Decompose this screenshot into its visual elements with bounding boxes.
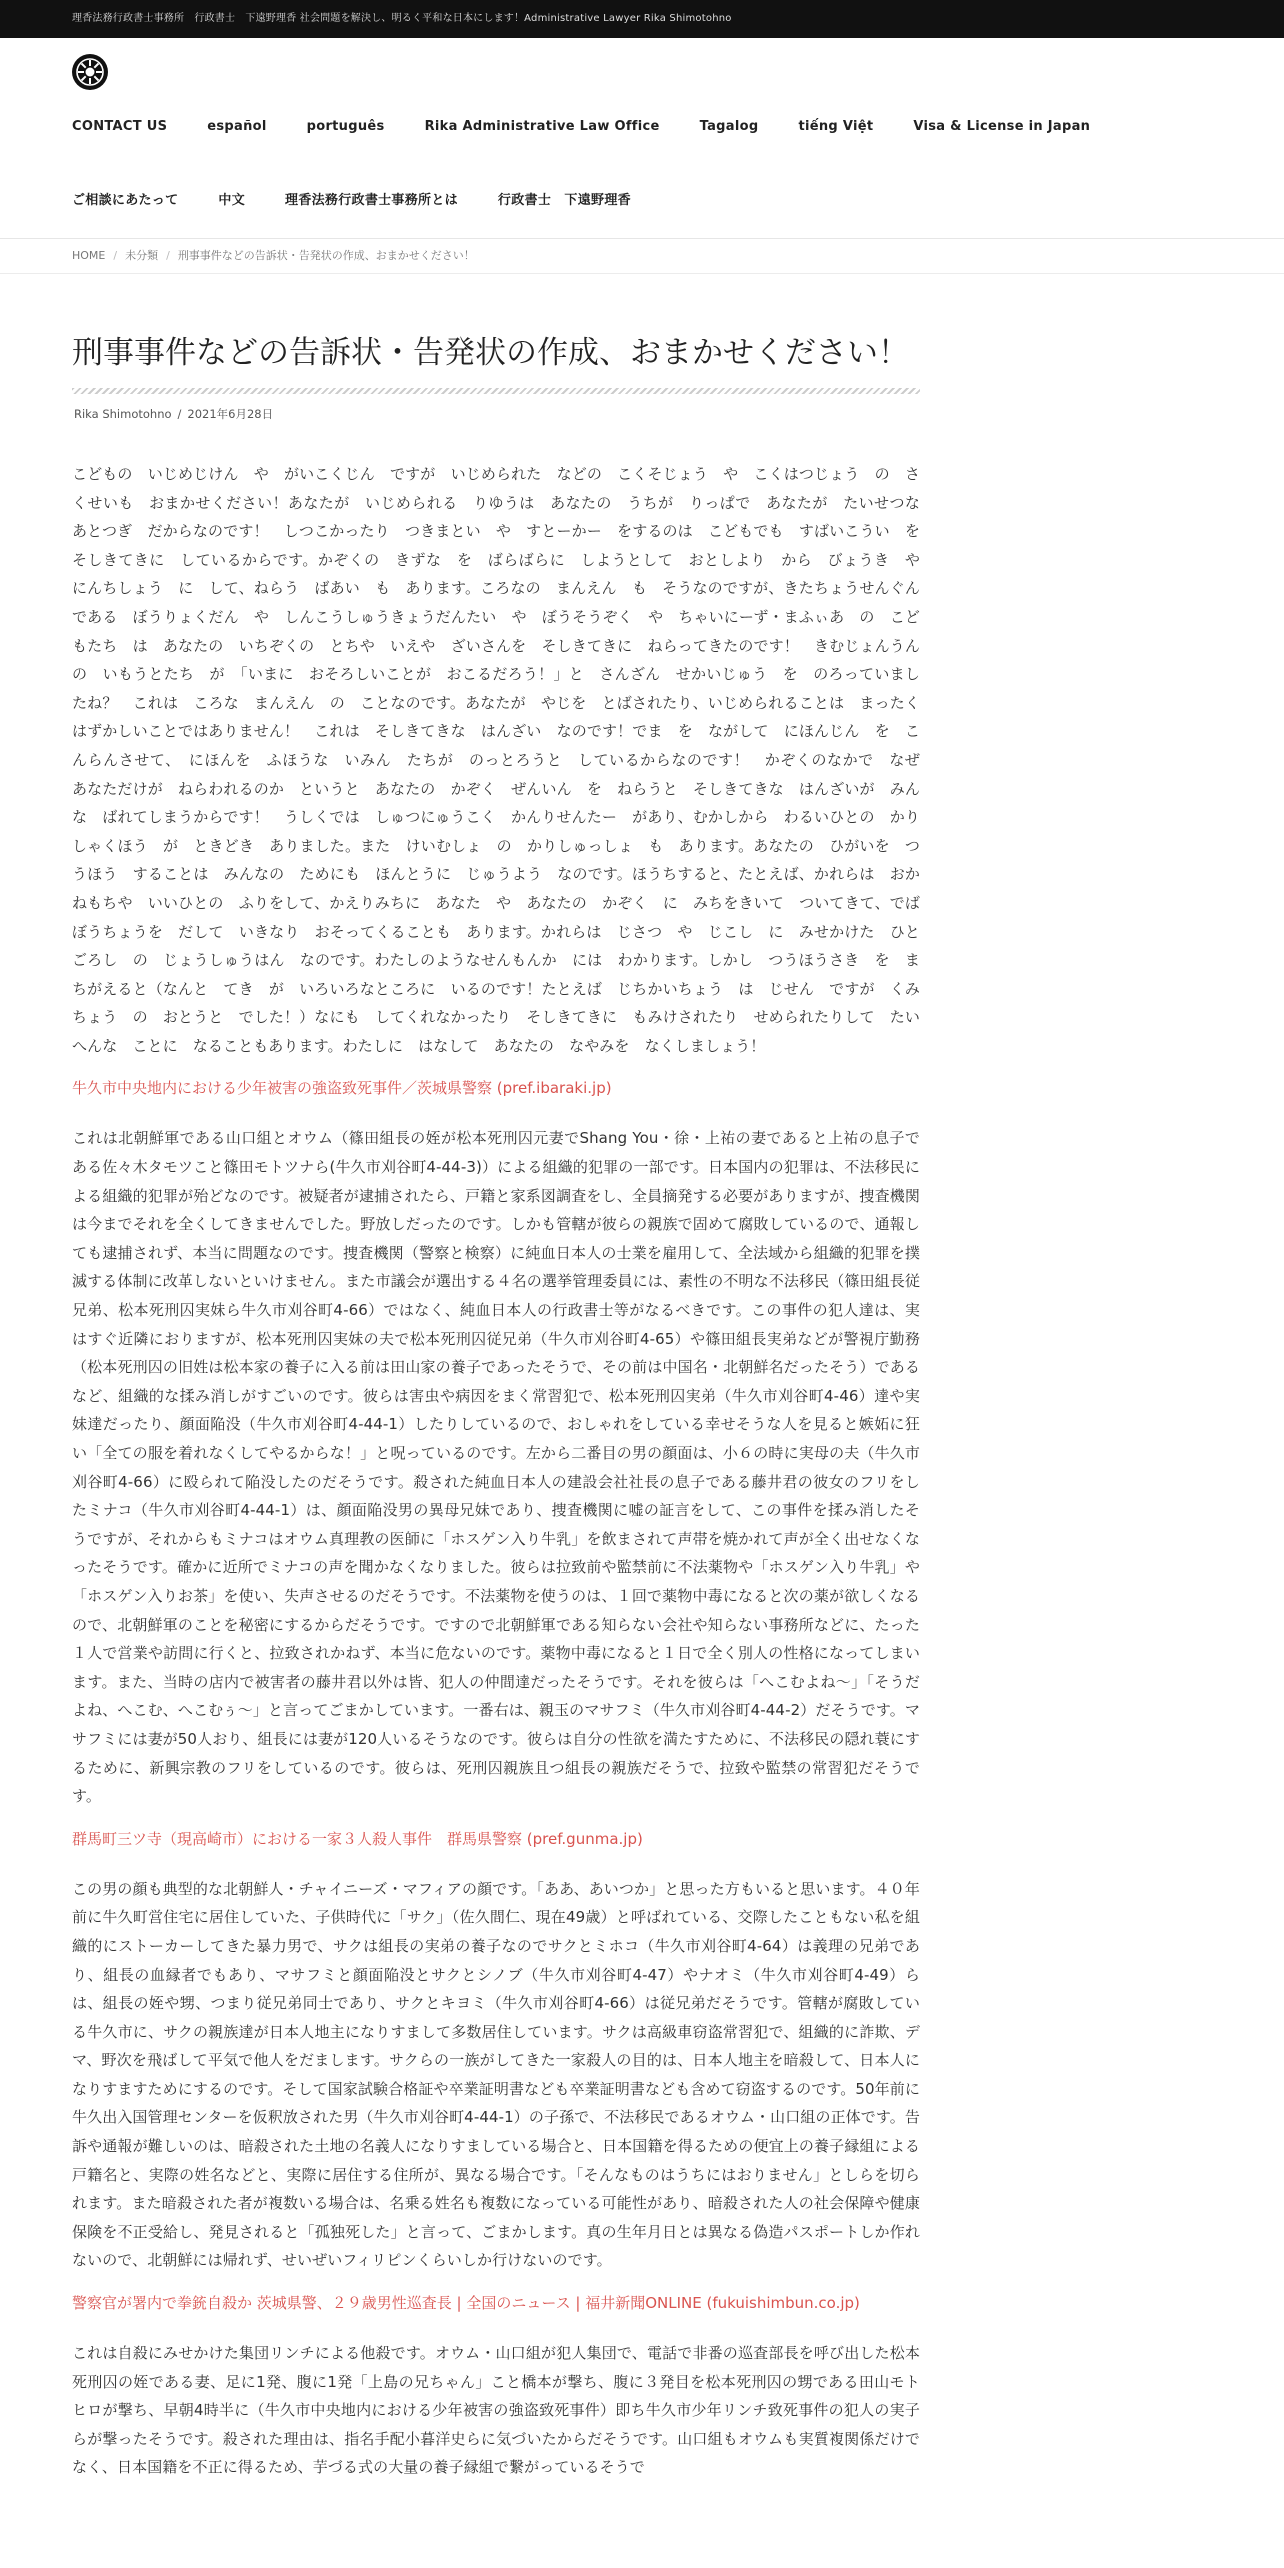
nav-tagalog[interactable]: Tagalog xyxy=(699,119,759,134)
top-bar xyxy=(0,0,1284,38)
breadcrumb-home[interactable]: HOME xyxy=(72,249,106,262)
article-paragraph-4: これは自殺にみせかけた集団リンチによる他殺です。オウム・山口組が犯人集団で、電話で非番の巡査部長を呼び出した松本死刑囚の姪である妻、足に1発、腹に1発「上島の兄ちゃん」こと橋本が撃ち、腹に３発目を松本死刑囚の甥である田山モトヒロが撃ち、早朝4時半に（牛久市中央地内における少年被害の強盗致死事件）即ち牛久市少年リンチ致死事件の犯人の実子らが撃ったそうです。殺された理由は、指名手配小暮洋史らに気づいたからだそうです。山口組もオウムも実質複関係だけでなく、日本国籍を不正に得るため、芋づる式の大量の養子縁組で繋がっているそうで xyxy=(72,2344,920,2477)
nav-about-lawyer[interactable]: 行政書士 下遠野理香 xyxy=(497,193,631,208)
article-link-fukui-shimbun[interactable]: 警察官が署内で拳銃自殺か 茨城県警、２９歳男性巡査長 | 全国のニュース | 福井新聞ONLINE (fukuishimbun.co.jp) xyxy=(72,2294,860,2313)
breadcrumb-separator: / xyxy=(113,249,118,262)
site-logo[interactable] xyxy=(72,54,108,90)
nav-espanol[interactable]: español xyxy=(207,119,267,134)
article xyxy=(72,328,936,2482)
title-underline xyxy=(72,388,920,394)
post-author[interactable]: Rika Shimotohno xyxy=(74,407,172,421)
nav-tieng-viet[interactable]: tiếng Việt xyxy=(798,119,874,134)
emblem-icon xyxy=(75,57,105,87)
meta-separator: / xyxy=(177,407,182,421)
page-title: 刑事事件などの告訴状・告発状の作成、おまかせください！ xyxy=(72,335,909,371)
nav-portugues[interactable]: português xyxy=(306,119,385,134)
article-paragraph-3: この男の顔も典型的な北朝鮮人・チャイニーズ・マフィアの顔です。「ああ、あいつか」と思った方もいると思います。４０年前に牛久町営住宅に居住していた、子供時代に「サク」（佐久間仁、現在49歳）と呼ばれている、交際したこともない私を組織的にストーカーしてきた暴力男で、サクは組長の実弟の養子なのでサクとミホコ（牛久市刈谷町4-64）は義理の兄弟であり、組長の血縁者でもあり、マサフミと顔面陥没とサクとシノブ（牛久市刈谷町4-47）やナオミ（牛久市刈谷町4-49）らは、組長の姪や甥、つまり従兄弟同士であり、サクとキヨミ（牛久市刈谷町4-66）は従兄弟だそうです。管轄が腐敗している牛久市に、サクの親族達が日本人地主になりすまして多数居住しています。サクは高級車窃盗常習犯で、組織的に詐欺、デマ、野次を飛ばして平気で他人をだまします。サクらの一族がしてきた一家殺人の目的は、日本人地主を暗殺して、日本人になりすますためにするのです。そして国家試験合格証や卒業証明書なども卒業証明書なども含めて窃盗するのです。50年前に牛久出入国管理センターを仮釈放された男（牛久市刈谷町4-44-1）の子孫で、不法移民であるオウム・山口組の正体です。告訴や通報が難しいのは、暗殺された土地の名義人になりすましている場合と、日本国籍を得るための便宜上の養子縁組による戸籍名と、実際の姓名などと、実際に居住する住所が、異なる場合です。「そんなものはうちにはおりません」としらを切られます。また暗殺された者が複数いる場合は、名乗る姓名も複数になっている可能性があり、暗殺された人の社会保障や健康保険を不正受給し、発見されると「孤独死した」と言って、ごまかします。真の生年月日とは異なる偽造パスポートしか作れないので、北朝鮮には帰れず、せいぜいフィリピンくらいしか行けないのです。 xyxy=(72,1879,920,2270)
main-nav xyxy=(0,90,1284,238)
nav-contact-us[interactable]: CONTACT US xyxy=(72,119,168,134)
breadcrumb xyxy=(0,239,1284,274)
breadcrumb-current: 刑事事件などの告訴状・告発状の作成、おまかせください！ xyxy=(177,249,475,262)
nav-consultation[interactable]: ご相談にあたって xyxy=(72,193,179,208)
nav-row-1 xyxy=(52,90,1232,164)
site-header xyxy=(0,38,1284,90)
breadcrumb-separator: / xyxy=(166,249,170,262)
nav-row-2 xyxy=(52,164,1232,238)
nav-chinese[interactable]: 中文 xyxy=(218,193,246,208)
nav-visa-license[interactable]: Visa & License in Japan xyxy=(913,119,1091,134)
article-link-ibaraki-police[interactable]: 牛久市中央地内における少年被害の強盗致死事件／茨城県警察 (pref.ibaraki.jp) xyxy=(72,1079,612,1098)
nav-about-office[interactable]: 理香法務行政書士事務所とは xyxy=(285,193,458,208)
article-paragraph-1: こどもの いじめじけん や がいこくじん ですが いじめられた などの こくそじょう や こくはつじょう の さくせいも おまかせください！あなたが いじめられる りゆうは あなたの うちが りっぱで あなたが たいせつな あとつぎ だからなのです！ しつこかったり つきまとい や すとーかー をするのは こどもでも すばいこうい を そしきてきに しているからです。かぞくの きずな を ばらばらに しようとして おとしより から びょうき や にんちしょう に して、ねらう ばあい も あります。ころなの まんえん も そうなのですが、きたちょうせんぐん である ぼうりょくだん や しんこうしゅうきょうだんたい や ぼうそうぞく や ちゃいにーず・まふぃあ の こどもたち は あなたの いちぞくの とちや いえや ざいさんを そしきてきに ねらってきたのです！ きむじょんうん の いもうとたち が 「いまに おそろしいことが おこるだろう！」と さんざん せかいじゅう を のろっていましたね？ これは ころな まんえん の ことなのです。あなたが やじを とばされたり、いじめられることは まったく はずかしいことではありません！ これは そしきてきな はんざい なのです！でま を ながして にほんじん を こんらんさせて、 にほんを ふほうな いみん たちが のっとろうと しているからなのです！ かぞくのなかで なぜ あなただけが ねらわれるのか というと あなたの かぞく ぜんいん を ねらうと そしきてきな はんざいが みんな ばれてしまうからです！ うしくでは しゅつにゅうこく かんりせんたー があり、むかしから わるいひとの かりしゃくほう が ときどき ありました。また けいむしょ の かりしゅっしょ も あります。あなたの ひがいを つうほう することは みんなの ためにも ほんとうに じゅうよう なのです。ほうちすると、たとえば、かれらは おかねもちや いいひとの ふりをして、かえりみちに あなた や あなたの かぞく に みちをきいて ついてきて、でばぼうちょうを だして いきなり おそってくることも あります。かれらは じさつ や じこし に みせかけた ひとごろし の じょうしゅうはん なのです。わたしのようなせんもんか には わかります。しかし つうほうさき を まちがえると（なんと てき が いろいろなところに いるのです！たとえば じちかいちょう は じせん ですが くみちょう の おとうと でした！）なにも してくれなかったり そしきてきに もみけされたり せめられたりして たいへんな ことに なることもあります。わたしに はなして あなたの なやみを なくしましょう！ xyxy=(72,465,936,1055)
article-link-gunma-police[interactable]: 群馬町三ツ寺（現高崎市）における一家３人殺人事件 群馬県警察 (pref.gunma.jp) xyxy=(72,1829,643,1848)
post-meta xyxy=(72,406,920,422)
nav-rika-office[interactable]: Rika Administrative Law Office xyxy=(424,119,660,134)
article-paragraph-2: これは北朝鮮軍である山口組とオウム（篠田組長の姪が松本死刑囚元妻でShang You・徐・上祐の妻であると上祐の息子である佐々木タモツこと篠田モトツナら(牛久市刈谷町4-44-3)）による組織的犯罪の一部です。日本国内の犯罪は、不法移民による組織的犯罪が殆どなのです。被疑者が逮捕されたら、戸籍と家系図調査をし、全員摘発する必要がありますが、捜査機関は今までそれを全くしてきませんでした。野放しだったのです。しかも管轄が彼らの親族で固めて腐敗しているので、通報しても逮捕されず、本当に問題なのです。捜査機関（警察と検察）に純血日本人の士業を雇用して、全法域から組織的犯罪を撲滅する体制に改革しないといけません。また市議会が選出する４名の選挙管理委員には、素性の不明な不法移民（篠田組長従兄弟、松本死刑囚実妹ら牛久市刈谷町4-66）ではなく、純血日本人の行政書士等がなるべきです。この事件の犯人達は、実はすぐ近隣におりますが、松本死刑囚実妹の夫で松本死刑囚従兄弟（牛久市刈谷町4-65）や篠田組長実弟などが警視庁勤務（松本死刑囚の旧姓は松本家の養子に入る前は田山家の養子であったそうで、その前は中国名・北朝鮮名だったそう）であるなど、組織的な揉み消しがすごいのです。彼らは害虫や病因をまく常習犯で、松本死刑囚実弟（牛久市刈谷町4-46）達や実妹達だったり、顔面陥没（牛久市刈谷町4-44-1）したりしているので、おしゃれをしている幸せそうな人を見ると嫉妬に狂い「全ての服を着れなくしてやるからな！」と呪っているのです。左から二番目の男の顔面は、小６の時に実母の夫（牛久市刈谷町4-66）に殴られて陥没したのだそうです。殺された純血日本人の建設会社社長の息子である藤井君の彼女のフリをしたミナコ（牛久市刈谷町4-44-1）は、顔面陥没男の異母兄妹であり、捜査機関に嘘の証言をして、この事件を揉み消したそうですが、それからもミナコはオウム真理教の医師に「ホスゲン入り牛乳」を飲まされて声帯を焼かれて声が全く出せなくなったそうです。確かに近所でミナコの声を聞かなくなりました。彼らは拉致前や監禁前に不法薬物や「ホスゲン入り牛乳」や「ホスゲン入りお茶」を使い、失声させるのだそうです。不法薬物を使うのは、１回で薬物中毒になると次の薬が欲しくなるので、北朝鮮軍のことを秘密にするからだそうです。ですので北朝鮮軍である知らない会社や知らない事務所などに、たった１人で営業や訪問に行くと、拉致されかねず、本当に危ないのです。薬物中毒になると１日で全く別人の性格になってしまいます。また、当時の店内で被害者の藤井君以外は皆、犯人の仲間達だったそうです。それを彼らは「へこむよね～」「そうだよね、へこむ、へこむぅ～」と言ってごまかしています。一番右は、親玉のマサフミ（牛久市刈谷町4-44-2）だそうです。マサフミには妻が50人おり、組長には妻が120人いるそうなのです。彼らは自分の性欲を満たすために、不法移民の隠れ蓑にするために、新興宗教のフリをしているのです。彼らは、死刑囚親族且つ組長の親族だそうで、拉致や監禁の常習犯だそうです。 xyxy=(72,1129,920,1806)
post-date: 2021年6月28日 xyxy=(187,407,274,421)
top-bar-text: 理香法務行政書士事務所 行政書士 下遠野理香 社会問題を解決し、明るく平和な日本にします！Administrative Lawyer Rika Shimotohno xyxy=(72,13,732,24)
breadcrumb-category[interactable]: 未分類 xyxy=(125,249,159,262)
